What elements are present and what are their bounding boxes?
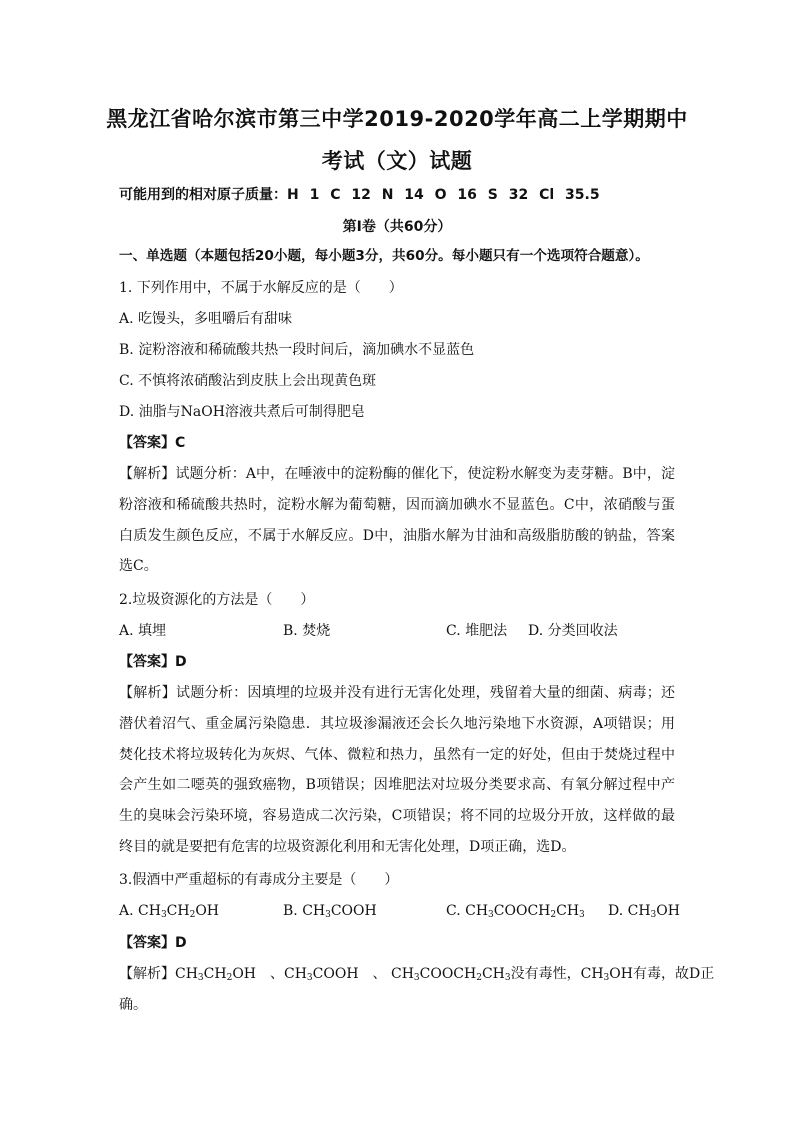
title-line-1: 黑龙江省哈尔滨市第三中学2019-2020学年高二上学期期中 (106, 107, 688, 131)
question-3-answer: 【答案】D (119, 935, 187, 951)
question-2-option-d: D. 分类回收法 (528, 623, 618, 639)
question-1-analysis: 【解析】试题分析：A中，在唾液中的淀粉酶的催化下，使淀粉水解变为麦芽糖。B中，淀粉溶液和稀硫酸共热时，淀粉水解为葡萄糖，因而滴加碘水不显蓝色。C中，浓硝酸与蛋白质发生颜色反应，不属于水解反应。D中，油脂水解为甘油和高级脂肪酸的钠盐，答案选C。 (119, 466, 675, 575)
question-3-analysis-line-1: 【解析】$CH_3CH_2OH$ 、$CH_3COOH$ 、 $CH_3COOCH_2CH_3$没有毒性，$CH_3OH$有毒，故D正 (119, 966, 715, 983)
atomic-mass-line: 可能用到的相对原子质量：H 1 C 12 N 14 O 16 S 32 Cl 35.5 (119, 187, 600, 203)
volume-heading: 第Ⅰ卷（共60分） (342, 219, 452, 235)
question-2-option-b: B. 焚烧 (283, 623, 331, 639)
question-2-stem: 2.垃圾资源化的方法是（ ） (119, 592, 315, 608)
question-1-option-d: D. 油脂与NaOH溶液共煮后可制得肥皂 (119, 404, 365, 420)
question-2-answer: 【答案】D (119, 654, 187, 670)
question-3-option-a: A. $CH_3CH_2OH$ (119, 903, 220, 920)
section-heading: 一、单选题（本题包括20小题，每小题3分，共60分。每小题只有一个选项符合题意）。 (119, 248, 649, 264)
question-1-option-b: B. 淀粉溶液和稀硫酸共热一段时间后，滴加碘水不显蓝色 (119, 342, 475, 358)
question-2-option-a: A. 填埋 (119, 623, 167, 639)
question-1-option-a: A. 吃馒头，多咀嚼后有甜味 (119, 311, 293, 327)
question-1-option-c: C. 不慎将浓硝酸沾到皮肤上会出现黄色斑 (119, 373, 377, 389)
question-3-stem: 3.假酒中严重超标的有毒成分主要是（ ） (119, 872, 399, 888)
question-3-option-d: D. $CH_3OH$ (608, 903, 680, 920)
question-3-option-c: C. $CH_3COOCH_2CH_3$ (446, 903, 585, 920)
question-2-option-c: C. 堆肥法 (446, 623, 508, 639)
question-1-answer: 【答案】C (119, 435, 186, 451)
question-3-analysis-line-2: 确。 (119, 997, 147, 1013)
question-2-analysis: 【解析】试题分析：因填埋的垃圾并没有进行无害化处理，残留着大量的细菌、病毒；还潜伏着沼气、重金属污染隐患．其垃圾渗漏液还会长久地污染地下水资源，A项错误；用焚化技术将垃圾转化为灰烬、气体、微粒和热力，虽然有一定的好处，但由于焚烧过程中会产生如二噁英的强致癌物，B项错误；因堆肥法对垃圾分类要求高、有氧分解过程中产生的臭味会污染环境，容易造成二次污染，C项错误；将不同的垃圾分开放，这样做的最终目的就是要把有危害的垃圾资源化利用和无害化处理，D项正确，选D。 (119, 685, 675, 855)
question-1-stem: 1. 下列作用中，不属于水解反应的是（ ） (119, 280, 403, 296)
question-3-option-b: B. $CH_3COOH$ (283, 903, 377, 920)
title-line-2: 考试（文）试题 (321, 149, 473, 173)
